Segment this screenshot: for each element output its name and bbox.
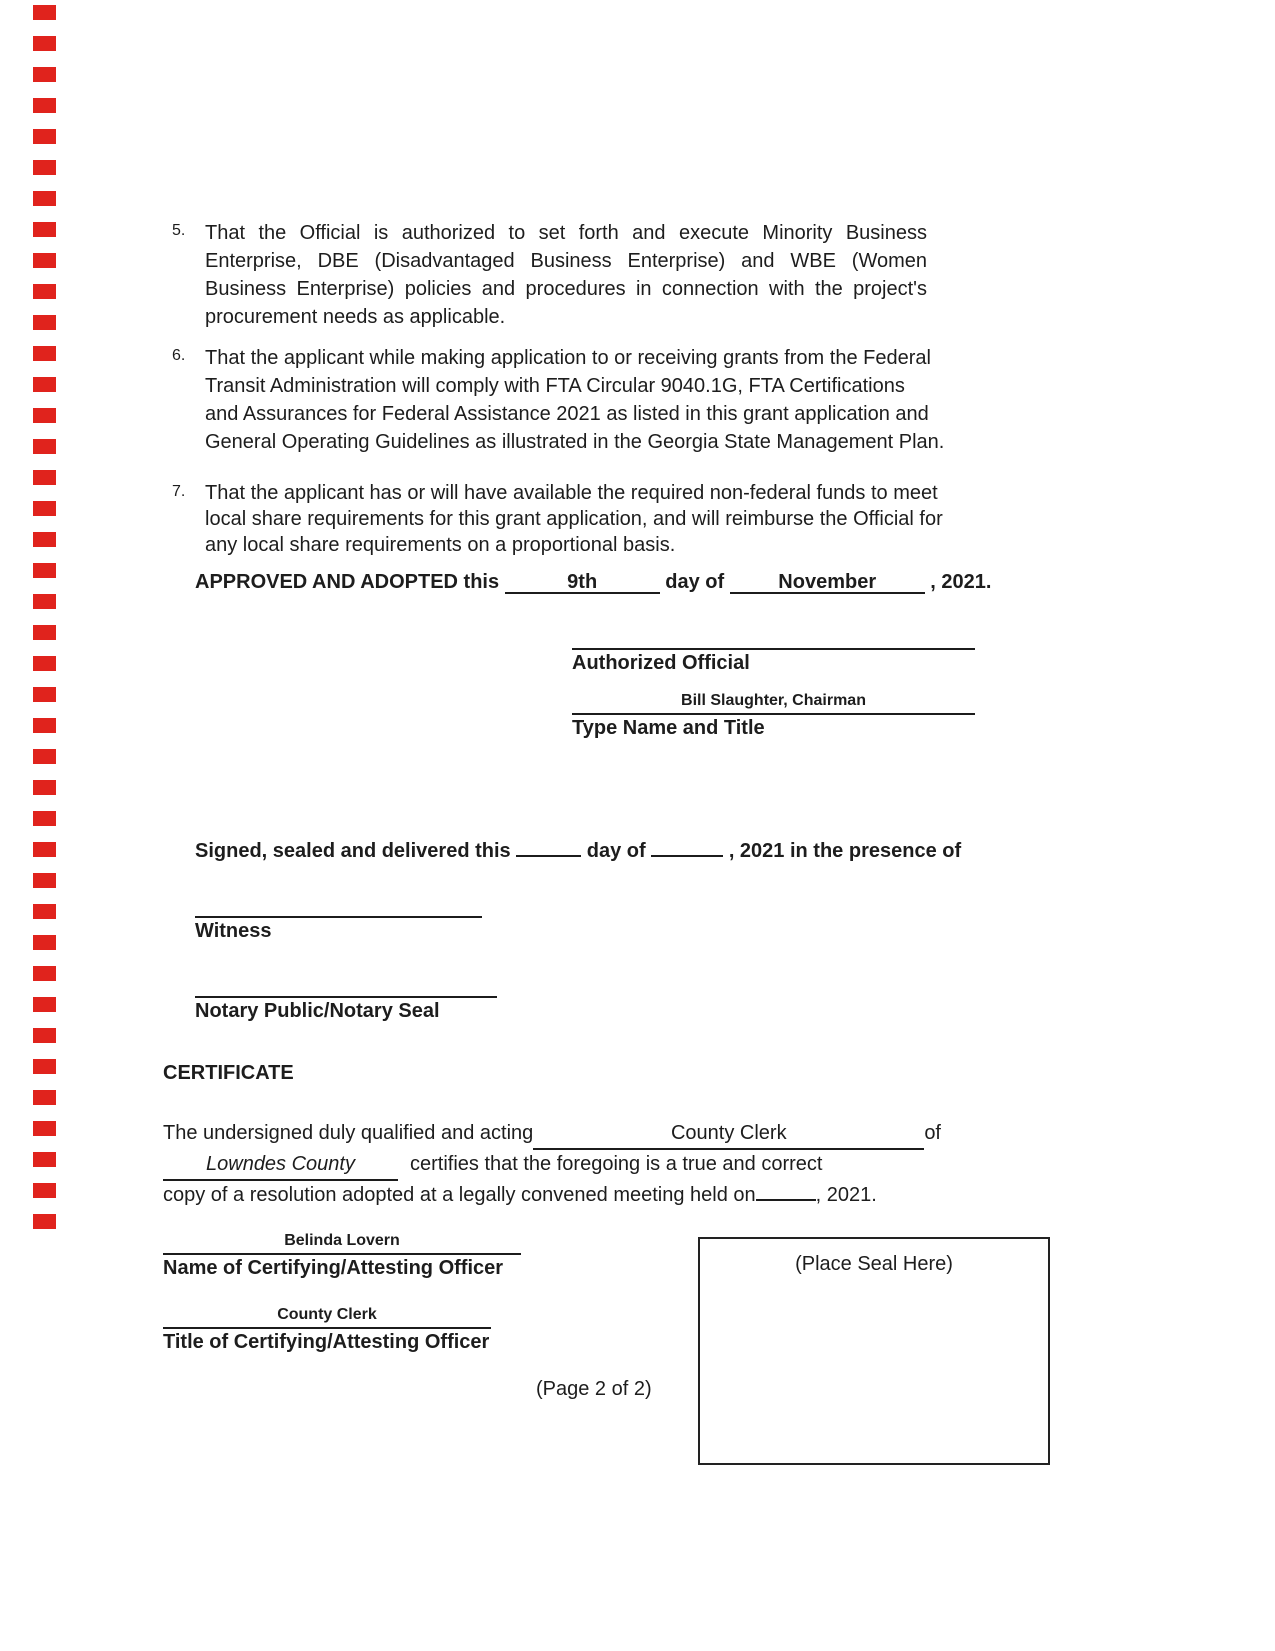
cert-date-blank [756,1199,816,1201]
cert-line3-prefix: copy of a resolution adopted at a legally convened meeting held on [163,1184,756,1206]
clause-6-number: 6. [172,347,186,364]
clause-5-number: 5. [172,222,186,239]
certificate-paragraph [163,1119,941,1210]
notary-block [195,996,497,1023]
certifying-officer-title-label: Title of Certifying/Attesting Officer [163,1331,490,1353]
certifying-officer-name-block [163,1232,521,1280]
certificate-heading: CERTIFICATE [163,1062,294,1084]
cert-line3-suffix: , 2021. [815,1184,877,1206]
approved-suffix: , 2021. [930,571,992,593]
cert-county-blank: Lowndes County [163,1150,398,1181]
approved-month-blank: November [730,571,925,594]
signed-prefix: Signed, sealed and delivered this [195,840,511,862]
notary-label: Notary Public/Notary Seal [195,1000,440,1022]
certificate-line-1 [163,1119,941,1150]
approved-day-blank: 9th [505,571,660,594]
signed-suffix: , 2021 in the presence of [728,840,962,862]
type-name-title-block [572,692,975,740]
clause-5-text: That the Official is authorized to set forth and execute Minority Business Enterprise, DBE (Disadvantaged Business Enterprise) and WBE (Women Business Enterprise) policies and procedures in connection with the project's procurement needs as applicable. [205,222,927,328]
certifying-officer-name-label: Name of Certifying/Attesting Officer [163,1257,504,1279]
clause-7 [172,480,943,558]
clause-7-number: 7. [172,483,186,500]
approved-mid: day of [665,571,725,593]
scan-marks [33,5,56,1237]
clause-6-text: That the applicant while making application to or receiving grants from the Federal Transit Administration will comply with FTA Circular 9040.1G, FTA Certifications and Assurances for Federal Assistance 2021 as listed in this grant application and General Operating Guidelines as illustrated in the Georgia State Management Plan. [205,347,945,453]
typed-name-value: Bill Slaughter, Chairman [681,692,866,709]
cert-officer-title-blank: County Clerk [533,1119,924,1150]
cert-line1-suffix: of [924,1122,941,1144]
seal-box-label: (Place Seal Here) [795,1253,953,1275]
authorized-official-block [572,648,975,675]
certificate-line-3 [163,1181,941,1210]
signed-day-blank [516,834,581,857]
certifying-officer-name-value: Belinda Lovern [284,1232,400,1249]
clause-6 [172,344,944,456]
cert-line1-prefix: The undersigned duly qualified and acting [163,1122,534,1144]
clause-5 [172,219,927,331]
approved-prefix: APPROVED AND ADOPTED this [195,571,500,593]
certificate-line-2 [163,1150,941,1181]
cert-line2-text: certifies that the foregoing is a true and correct [410,1153,823,1175]
signed-month-blank [651,834,723,857]
type-name-title-label: Type Name and Title [572,717,765,739]
clause-7-text: That the applicant has or will have available the required non-federal funds to meet local share requirements for this grant application, and will reimburse the Official for any local share requirements on a proportional basis. [205,482,943,556]
certifying-officer-title-value: County Clerk [277,1306,377,1323]
seal-box [698,1237,1050,1465]
page-marker: (Page 2 of 2) [536,1378,652,1400]
witness-block [195,916,482,943]
signed-sealed-line [195,834,961,863]
signed-mid: day of [586,840,646,862]
approved-adopted-line [195,571,991,594]
witness-label: Witness [195,920,272,942]
certifying-officer-title-block [163,1306,491,1354]
authorized-official-label: Authorized Official [572,652,750,674]
